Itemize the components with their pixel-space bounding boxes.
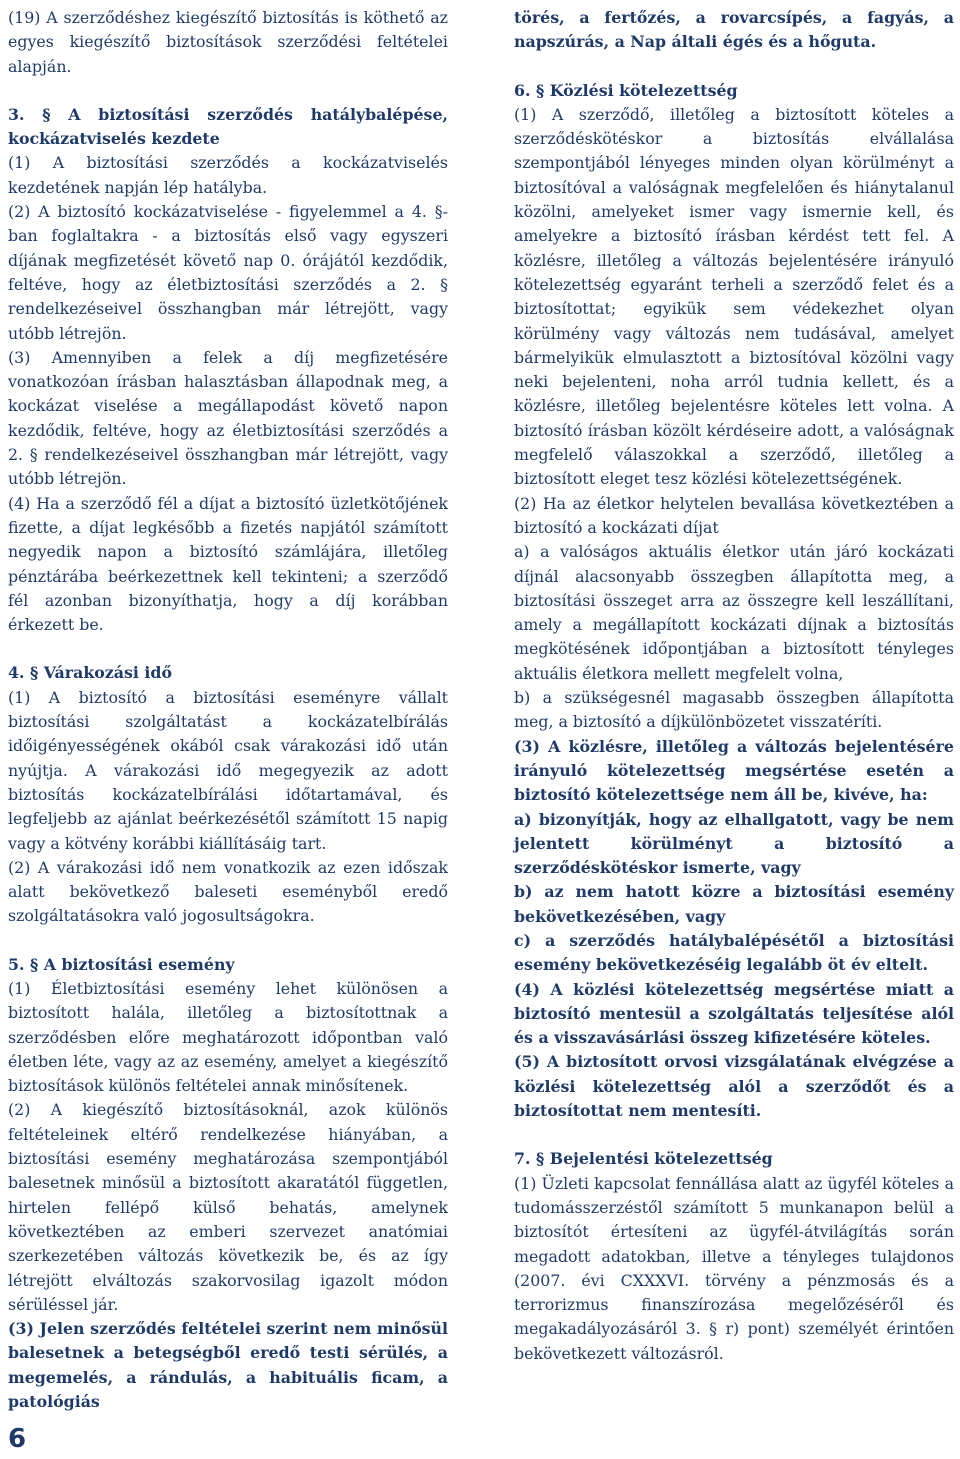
paragraph: a) a valóságos aktuális életkor után járó kockázati díjnál alacsonyabb összegben állapította meg, a biztosítási összeget arra az összegre kell leszállítani, amely a megállapított kockázati díjnak a biztosítás megkötésének időpontjában a biztosított tényleges aktuális életkora mellett megfelelt volna, — [514, 542, 954, 683]
paragraph: (2) A biztosító kockázatviselése - figyelemmel a 4. §-ban foglaltakra - a biztosítás első vagy egyszeri díjának megfizetését követő nap 0. órájától kezdődik, feltéve, hogy az életbiztosítási szerződés a 2. § rendelkezéseivel összhangban már létrejött, vagy utóbb létrejön. — [8, 202, 448, 343]
section-7-title: 7. § Bejelentési kötelezettség — [514, 1149, 773, 1169]
paragraph: (2) A kiegészítő biztosításoknál, azok különös feltételeinek eltérő rendelkezése hiányában, a biztosítási esemény meghatározása szempontjából balesetnek minősül a biztosított akaratától független, hirtelen fellépő külső behatás, amelynek következtében az emberi szervezet anatómiai szerkezetében változás következik be, és az így létrejött elváltozás szakorvosilag igazolt módon sérüléssel jár. — [8, 1100, 448, 1314]
left-column — [8, 6, 448, 1414]
page-number: 6 — [8, 1424, 27, 1454]
right-column — [514, 6, 954, 1366]
paragraph-bold: c) a szerződés hatálybalépésétől a biztosítási esemény bekövetkezéséig legalább öt év eltelt. — [514, 930, 954, 975]
paragraph: b) a szükségesnél magasabb összegben állapította meg, a biztosító a díjkülönbözetet visszatéríti. — [514, 688, 954, 732]
paragraph-bold: b) az nem hatott közre a biztosítási esemény bekövetkezésében, vagy — [514, 882, 954, 926]
paragraph: (2) A várakozási idő nem vonatkozik az ezen időszak alatt bekövetkező baleseti eseményből eredő szolgáltatásokra való jogosultságokra. — [8, 857, 448, 926]
section-4-title: 4. § Várakozási idő — [8, 663, 173, 683]
paragraph: (1) A biztosító a biztosítási eseményre vállalt biztosítási szolgáltatást a kockázatelbírálás időigényességének okából csak várakozási idő után nyújtja. A várakozási idő megegyezik az adott biztosítás kockázatelbírálási időtartamával, és legfeljebb az ajánlat beérkezésétől számított 15 napig vagy a kötvény korábbi kiállításáig tart. — [8, 687, 448, 853]
paragraph: (1) Üzleti kapcsolat fennállása alatt az ügyfél köteles a tudomásszerzéstől számított 5 munkanapon belül a biztosítót értesíteni az ügyfél-átvilágítás során megadott adatokban, illetve a tényleges tulajdonos (2007. évi CXXXVI. törvény a pénzmosás és a terrorizmus finanszírozása megelőzéséről és megakadályozásáról 3. § r) pont) személyét érintően bekövetkezett változásról. — [514, 1173, 954, 1363]
paragraph: (1) A szerződő, illetőleg a biztosított köteles a szerződéskötéskor a biztosítás elvállalása szempontjából lényeges minden olyan körülményt a biztosítóval a valóságnak megfelelően és hiánytalanul közölni, amelyeket ismer vagy ismernie kell, és amelyekre a biztosító írásban kérdést tett fel. A közlésre, illetőleg a változás bejelentésére irányuló kötelezettség egyaránt terheli a szerződő felet és a biztosítottat; egyikük sem védekezhet olyan körülmény vagy változás nem tudásával, amelyet bármelyikük elmulasztott a biztosítóval közölni vagy neki bejelenteni, noha arról tudnia kellett, és a közlésre, illetőleg bejelentésre köteles lett volna. A biztosító írásban közölt kérdéseire adott, a valóságnak megfelelő válaszokkal a szerződő, illetőleg a biztosított eleget tesz közlési kötelezettségének. — [514, 104, 954, 489]
paragraph-bold: (4) A közlési kötelezettség megsértése miatt a biztosító mentesül a szolgáltatás teljesítése alól és a visszavásárlási összeg kifizetésére köteles. — [514, 979, 954, 1048]
paragraph: (2) Ha az életkor helytelen bevallása következtében a biztosító a kockázati díjat — [514, 493, 954, 537]
paragraph-bold: (3) Jelen szerződés feltételei szerint nem minősül balesetnek a betegségből eredő testi sérülés, a megemelés, a rándulás, a habituális ficam, a patológiás — [8, 1319, 448, 1412]
paragraph: (3) Amennyiben a felek a díj megfizetésére vonatkozóan írásban halasztásban állapodnak meg, a kockázat viselése a megállapodást követő napon kezdődik, feltéve, hogy az életbiztosítási szerződés a 2. § rendelkezéseivel összhangban már létrejött, vagy utóbb létrejön. — [8, 347, 448, 489]
paragraph: (4) Ha a szerződő fél a díjat a biztosító üzletkötőjének fizette, a díjat legkésőbb a fizetés napjától számított negyedik napon a biztosító számlájára, illetőleg pénztárába beérkezettnek kell tekinteni; a szerződő fél azonban bizonyíthatja, hogy a díj korábban érkezett be. — [8, 493, 448, 635]
paragraph-bold: (5) A biztosított orvosi vizsgálatának elvégzése a közlési kötelezettség alól a szerződőt és a biztosítottat nem mentesíti. — [514, 1052, 954, 1121]
section-5-title: 5. § A biztosítási esemény — [8, 954, 235, 974]
paragraph-bold: (3) A közlésre, illetőleg a változás bejelentésére irányuló kötelezettség megsértése esetén a biztosító kötelezettsége nem áll be, kivéve, ha: — [514, 736, 954, 805]
section-6-title: 6. § Közlési kötelezettség — [514, 80, 738, 100]
section-3-title: 3. § A biztosítási szerződés hatálybalépése, kockázatviselés kezdete — [8, 104, 448, 149]
paragraph: (1) A biztosítási szerződés a kockázatviselés kezdetének napján lép hatályba. — [8, 153, 448, 197]
paragraph-bold: a) bizonyítják, hogy az elhallgatott, vagy be nem jelentett körülményt a biztosító a szerződéskötéskor ismerte, vagy — [514, 809, 954, 878]
paragraph: (19) A szerződéshez kiegészítő biztosítás is köthető az egyes kiegészítő biztosítások szerződési feltételei alapján. — [8, 8, 448, 76]
paragraph: (1) Életbiztosítási esemény lehet különösen a biztosított halála, illetőleg a biztosítottnak a szerződésben előre meghatározott időpontban való életben léte, vagy az az esemény, amelyet a kiegészítő biztosítások különös feltételei annak minősítenek. — [8, 978, 448, 1096]
paragraph-bold: törés, a fertőzés, a rovarcsípés, a fagyás, a napszúrás, a Nap általi égés és a hőguta. — [514, 8, 954, 52]
